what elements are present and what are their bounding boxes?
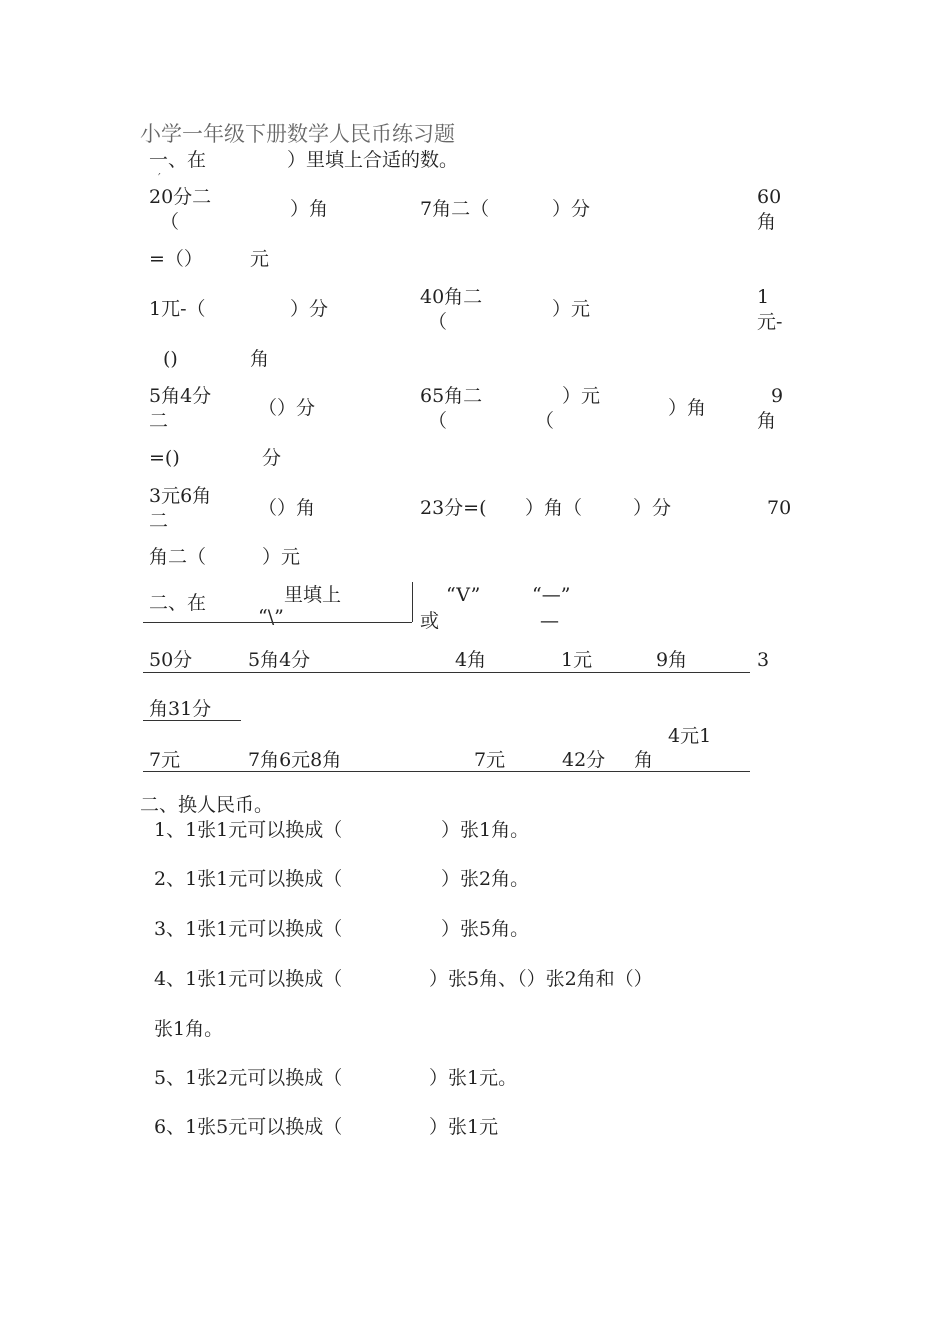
page-title: 小学一年级下册数学人民币练习题	[140, 122, 455, 146]
section2-heading-dash-2: —	[540, 610, 559, 632]
section2-heading-check: “V”	[446, 584, 481, 606]
answer-line	[143, 672, 750, 673]
cell-eq-paren-2: =()	[149, 447, 180, 469]
section2-heading-part1: 二、在	[149, 592, 207, 614]
section2-heading-slash: “\”	[258, 606, 284, 628]
cell-fen-4: ）分	[633, 497, 672, 519]
cmp-4yuan1: 4元1	[668, 725, 712, 747]
cmp-7jiao6yuan8jiao: 7角6元8角	[248, 749, 342, 771]
cmp-7yuan: 7元	[149, 749, 181, 771]
cell-7jiao: 7角二（	[420, 198, 490, 220]
cmp-42fen: 42分	[562, 749, 606, 771]
cmp-1yuan: 1元	[561, 649, 593, 671]
cell-65jiao: 65角二	[420, 385, 483, 407]
cell-fen: ）分	[552, 198, 591, 220]
cell-paren-open-3: （	[428, 410, 448, 432]
divider-vertical	[412, 582, 413, 622]
cmp-5jiao4fen: 5角4分	[248, 649, 311, 671]
cmp-jiao31fen: 角31分	[149, 698, 212, 720]
cell-paren-fen: （）分	[258, 397, 316, 419]
cell-1: 1	[757, 286, 770, 308]
cmp-4jiao: 4角	[455, 649, 487, 671]
cmp-9jiao: 9角	[656, 649, 688, 671]
cell-70: 70	[767, 497, 792, 519]
section2-heading-part2: 里填上	[284, 584, 342, 606]
exchange-item-2-answer: ）张2角。	[441, 868, 530, 890]
cell-jiao-er: 角二（	[149, 546, 207, 568]
cmp-jiao: 角	[634, 749, 654, 771]
cmp-50fen: 50分	[149, 649, 193, 671]
cell-60-jiao: 角	[757, 211, 777, 233]
cell-yuan-dash: 元-	[757, 311, 783, 333]
exchange-item-4-continuation: 张1角。	[154, 1018, 224, 1040]
cell-paren-open-4: （	[535, 410, 555, 432]
cell-yuan-2: ）元	[552, 298, 591, 320]
cell-paren-open: （	[160, 211, 180, 233]
answer-line	[143, 771, 750, 772]
exchange-item-5-answer: ）张1元。	[429, 1067, 518, 1089]
cell-eq-paren: =（）	[149, 248, 203, 270]
section1-heading-part2: ）里填上合适的数。	[287, 149, 459, 171]
exchange-item-2-question: 2、1张1元可以换成（	[154, 868, 343, 890]
cell-fen-3: 分	[262, 447, 282, 469]
cell-yuan-4: ）元	[262, 546, 301, 568]
exchange-item-1-answer: ）张1角。	[441, 819, 530, 841]
cell-jiao-paren: ）角（	[525, 497, 583, 519]
cell-jiao-2: 角	[250, 348, 270, 370]
section2-heading-dash: “—”	[532, 584, 571, 606]
divider-line	[143, 622, 412, 623]
cell-paren: ()	[163, 348, 178, 370]
cell-23fen: 23分=(	[420, 497, 487, 519]
cell-5jiao4fen: 5角4分	[149, 385, 212, 407]
exchange-item-3-answer: ）张5角。	[441, 918, 530, 940]
section3-heading: 二、换人民币。	[140, 794, 274, 816]
exchange-item-6-question: 6、1张5元可以换成（	[154, 1116, 343, 1138]
cell-er: 二	[149, 410, 169, 432]
cell-er-2: 二	[149, 510, 169, 532]
cell-20fen: 20分二	[149, 186, 212, 208]
cell-jiao-3: ）角	[668, 397, 707, 419]
cmp-7yuan-2: 7元	[474, 749, 506, 771]
exchange-item-4-answer: ）张5角、（）张2角和（）	[429, 968, 653, 990]
tick-mark: ′	[158, 171, 161, 185]
cell-paren-open-2: （	[428, 311, 448, 333]
cell-jiao: ）角	[290, 198, 329, 220]
cell-9-jiao: 角	[757, 410, 777, 432]
cmp-3: 3	[757, 649, 770, 671]
exchange-item-5-question: 5、1张2元可以换成（	[154, 1067, 343, 1089]
cell-fen-2: ）分	[290, 298, 329, 320]
cell-yuan-3: ）元	[562, 385, 601, 407]
cell-40jiao: 40角二	[420, 286, 483, 308]
exchange-item-4-question: 4、1张1元可以换成（	[154, 968, 343, 990]
exchange-item-1-question: 1、1张1元可以换成（	[154, 819, 343, 841]
cell-60: 60	[757, 186, 782, 208]
exchange-item-6-answer: ）张1元	[429, 1116, 499, 1138]
cell-paren-jiao: （）角	[258, 497, 316, 519]
section1-heading-part1: 一、在	[149, 149, 207, 171]
cell-yuan: 元	[250, 248, 270, 270]
cell-9: 9	[771, 385, 784, 407]
cell-3yuan6jiao: 3元6角	[149, 485, 212, 507]
section2-heading-or: 或	[420, 610, 440, 632]
answer-line	[143, 720, 241, 721]
exchange-item-3-question: 3、1张1元可以换成（	[154, 918, 343, 940]
cell-1yuan: 1兀-（	[149, 298, 206, 320]
